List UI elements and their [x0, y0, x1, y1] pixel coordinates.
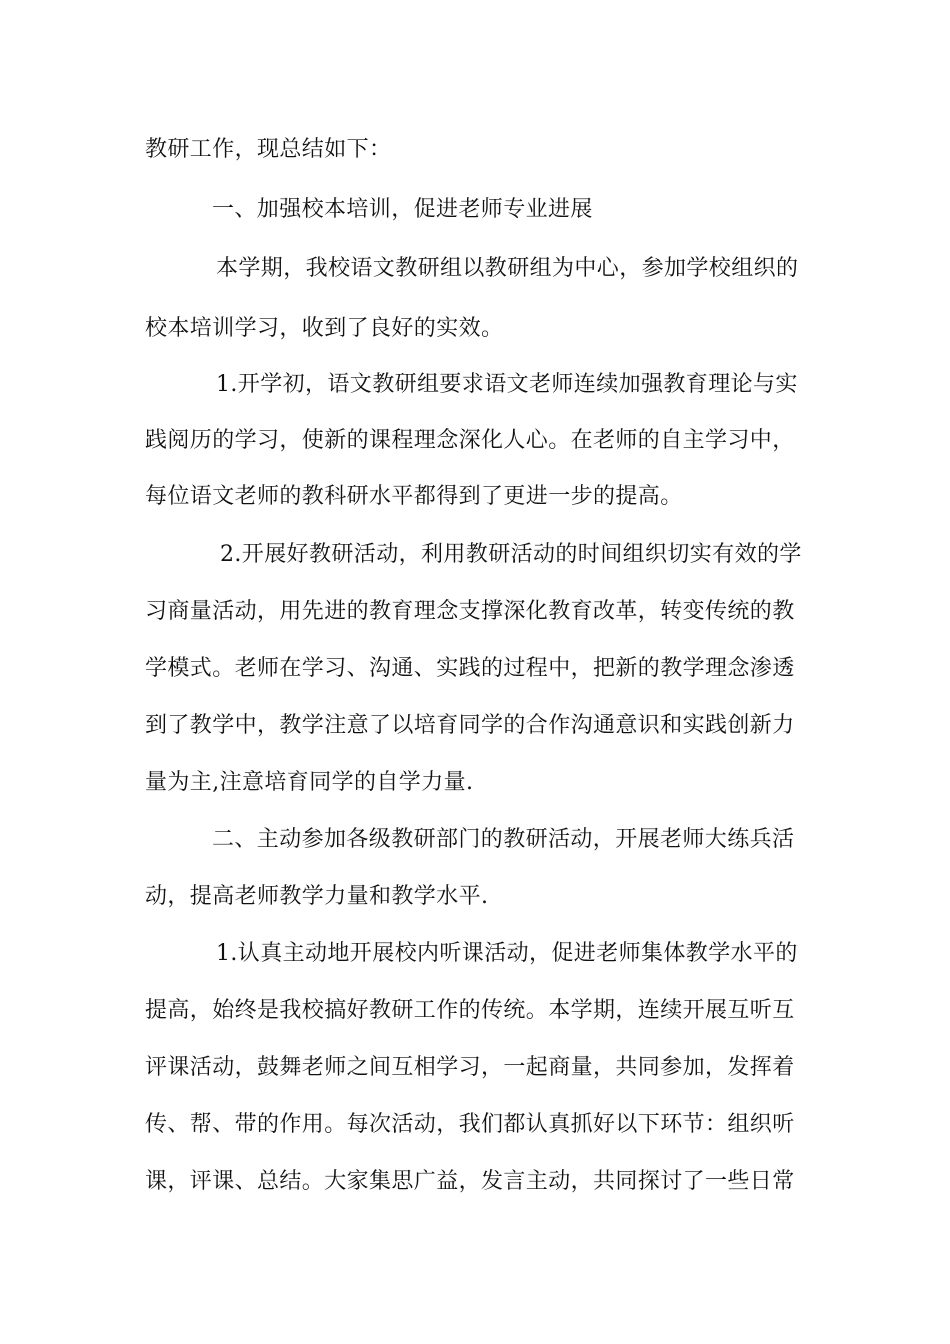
section-heading: 二、主动参加各级教研部门的教研活动，开展老师大练兵活	[212, 827, 795, 852]
text-line: 教研工作，现总结如下：	[145, 137, 392, 162]
text-line: 学模式。老师在学习、沟通、实践的过程中，把新的教学理念渗透	[145, 656, 795, 681]
text-line: 课，评课、总结。大家集思广益，发言主动，共同探讨了一些日常	[145, 1169, 795, 1194]
text-line: 动，提高老师教学力量和教学水平.	[145, 884, 489, 909]
text-line: 本学期，我校语文教研组以教研组为中心，参加学校组织的	[216, 256, 799, 281]
text-line: 践阅历的学习，使新的课程理念深化人心。在老师的自主学习中，	[145, 428, 795, 453]
text-line: 提高，始终是我校搞好教研工作的传统。本学期，连续开展互听互	[145, 998, 795, 1023]
text-line: 传、帮、带的作用。每次活动，我们都认真抓好以下环节：组织听	[145, 1112, 795, 1137]
text-line: 1.认真主动地开展校内听课活动，促进老师集体教学水平的	[216, 941, 798, 966]
text-line: 评课活动，鼓舞老师之间互相学习，一起商量，共同参加，发挥着	[145, 1055, 795, 1080]
text-line: 1.开学初，语文教研组要求语文老师连续加强教育理论与实	[216, 372, 798, 397]
text-line: 量为主,注意培育同学的自学力量.	[145, 770, 474, 795]
text-line: 2.开展好教研活动，利用教研活动的时间组织切实有效的学	[220, 542, 802, 567]
text-line: 每位语文老师的教科研水平都得到了更进一步的提高。	[145, 484, 683, 509]
text-line: 习商量活动，用先进的教育理念支撑深化教育改革，转变传统的教	[145, 599, 795, 624]
text-line: 到了教学中，教学注意了以培育同学的合作沟通意识和实践创新力	[145, 713, 795, 738]
text-line: 校本培训学习，收到了良好的实效。	[145, 316, 504, 341]
section-heading: 一、加强校本培训，促进老师专业进展	[212, 197, 593, 222]
